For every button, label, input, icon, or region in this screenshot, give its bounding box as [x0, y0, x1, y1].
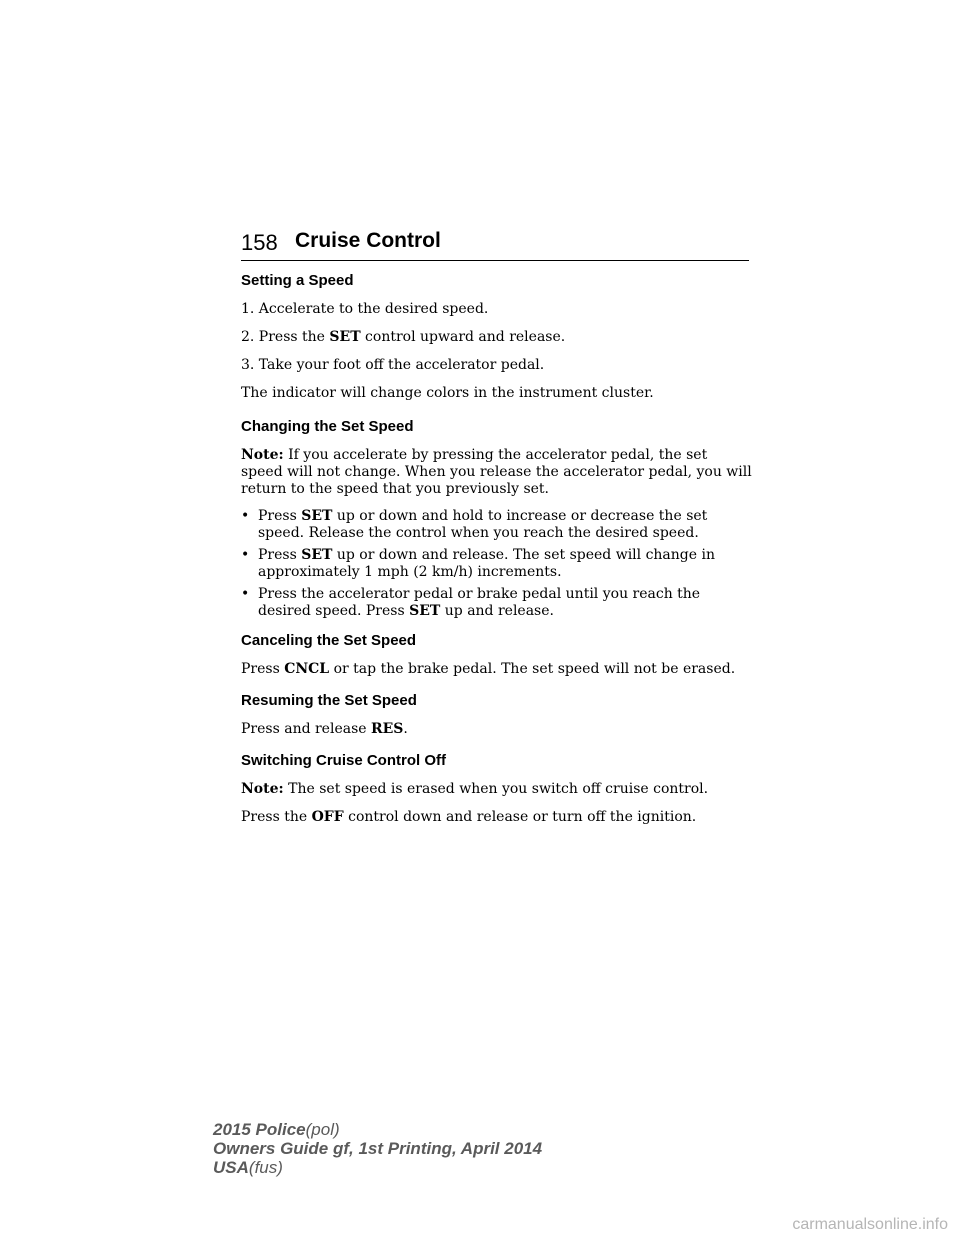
resuming-text-start: Press and release — [241, 721, 371, 737]
changing-note — [241, 447, 753, 498]
step-1: 1. Accelerate to the desired speed. — [241, 301, 489, 317]
page-number: 158 — [241, 230, 278, 255]
footer-model: 2015 Police — [213, 1120, 306, 1139]
heading-canceling-speed: Canceling the Set Speed — [241, 632, 417, 649]
set-key-label: SET — [329, 329, 361, 345]
canceling-text — [241, 658, 753, 680]
bullet-text: Press — [258, 547, 302, 563]
bullet-text: Press — [258, 508, 302, 524]
page-footer — [213, 1120, 542, 1177]
list-item — [241, 586, 753, 620]
bullet-dot: • — [241, 547, 250, 563]
switching-text-end: control down and release or turn off the ignition. — [343, 809, 697, 825]
footer-line-3 — [213, 1158, 542, 1177]
section-title: Cruise Control — [295, 229, 441, 252]
bullet-text: Press the accelerator pedal or brake pedal until you reach the desired speed. Press — [258, 586, 701, 619]
footer-market-code: (fus) — [248, 1158, 283, 1177]
footer-market: USA — [213, 1158, 249, 1177]
off-key-label: OFF — [311, 809, 344, 825]
heading-changing-speed: Changing the Set Speed — [241, 418, 414, 435]
heading-resuming-speed: Resuming the Set Speed — [241, 692, 417, 709]
cncl-key-label: CNCL — [284, 661, 330, 677]
page-content — [241, 270, 753, 828]
note-text: If you accelerate by pressing the accelerator pedal, the set speed will not change. When you release the accelerator pedal, you will return to the speed that you previously set. — [241, 447, 752, 497]
footer-model-code: (pol) — [305, 1120, 340, 1139]
step-3: 3. Take your foot off the accelerator pedal. — [241, 357, 545, 373]
changing-bullets — [241, 508, 753, 620]
step-2-text: 2. Press the — [241, 329, 330, 345]
page-header — [241, 228, 749, 261]
bullet-dot: • — [241, 586, 250, 602]
switching-text — [241, 806, 753, 828]
indicator-text: The indicator will change colors in the instrument cluster. — [241, 385, 654, 401]
footer-printing: Owners Guide gf, 1st Printing, April 2014 — [213, 1139, 543, 1158]
heading-switching-off: Switching Cruise Control Off — [241, 752, 446, 769]
resuming-text-end: . — [403, 721, 408, 737]
step-2 — [241, 326, 753, 348]
note-text: The set speed is erased when you switch off cruise control. — [283, 781, 709, 797]
footer-line-1 — [213, 1120, 542, 1139]
note-label: Note: — [241, 447, 284, 463]
canceling-text-end: or tap the brake pedal. The set speed will not be erased. — [329, 661, 736, 677]
note-label: Note: — [241, 781, 284, 797]
res-key-label: RES — [371, 721, 404, 737]
step-2-text-end: control upward and release. — [360, 329, 566, 345]
set-key-label: SET — [301, 547, 333, 563]
canceling-text-start: Press — [241, 661, 285, 677]
footer-line-2 — [213, 1139, 542, 1158]
bullet-text-end: up or down and hold to increase or decrease the set speed. Release the control when you reach the desired speed. — [258, 508, 708, 541]
bullet-text-end: up and release. — [440, 603, 554, 619]
list-item — [241, 508, 753, 542]
bullet-dot: • — [241, 508, 250, 524]
set-key-label: SET — [409, 603, 441, 619]
bullet-text-end: up or down and release. The set speed will change in approximately 1 mph (2 km/h) increments. — [258, 547, 715, 580]
watermark: carmanualsonline.info — [792, 1216, 948, 1233]
switching-text-start: Press the — [241, 809, 312, 825]
list-item — [241, 547, 753, 581]
switching-note — [241, 778, 753, 800]
resuming-text — [241, 718, 753, 740]
set-key-label: SET — [301, 508, 333, 524]
heading-setting-speed: Setting a Speed — [241, 272, 354, 289]
